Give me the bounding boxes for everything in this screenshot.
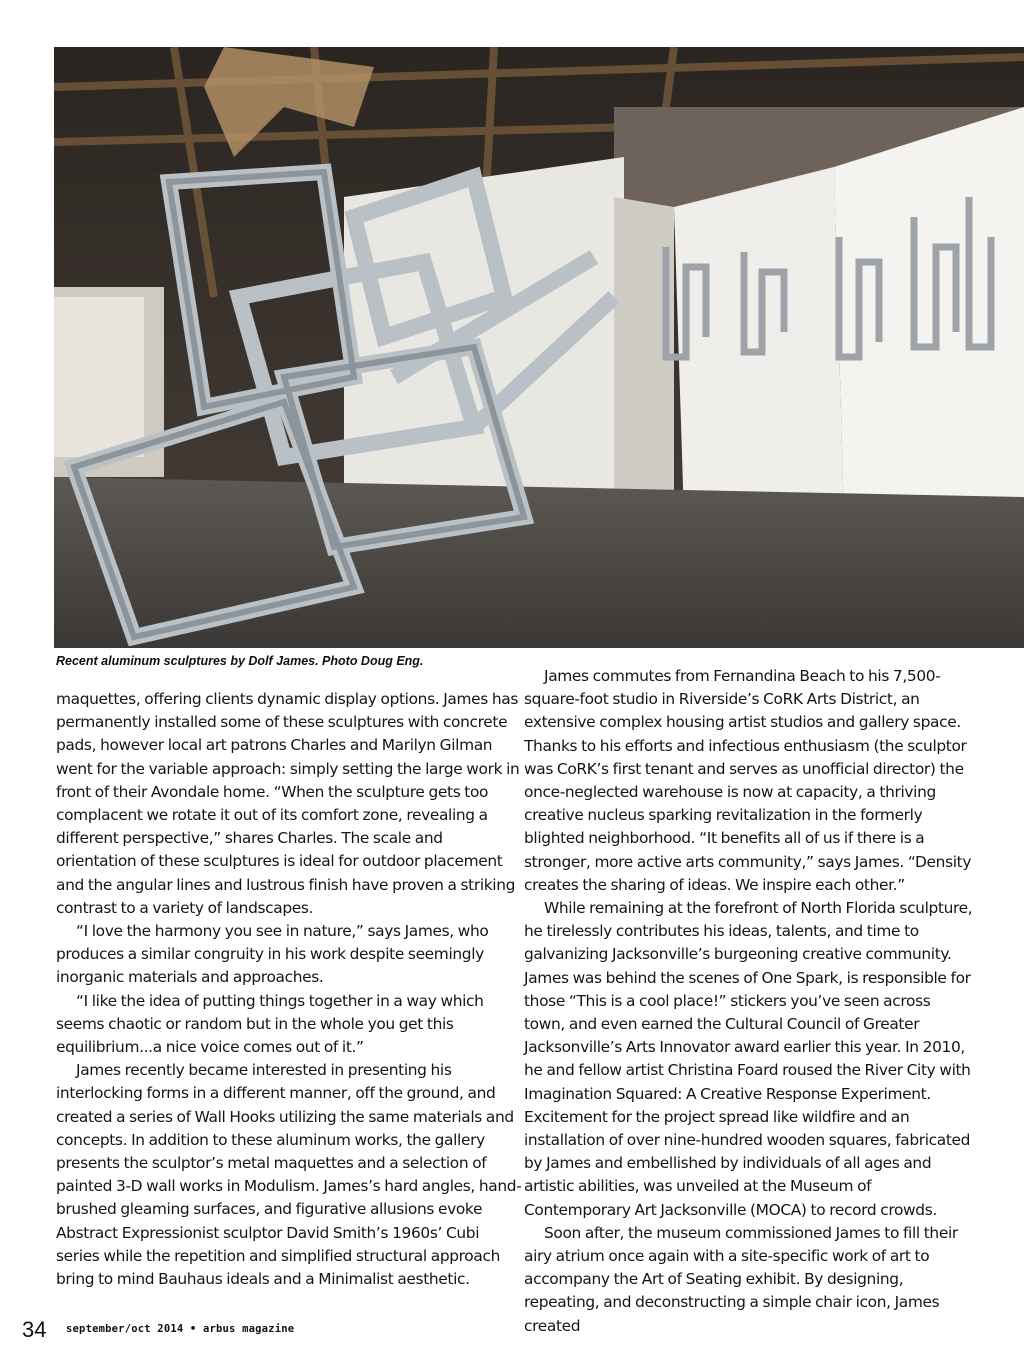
sculpture-photo-illustration [54,47,1024,648]
paragraph: While remaining at the forefront of North Florida sculpture, he tirelessly contributes his ideas, talents, and time to galvanizing Jacksonville’s burgeoning creative community. James was behind the scenes of One Spark, is responsible for those “This is a cool place!” stickers you’ve seen across town, and even earned the Cultural Council of Greater Jacksonville’s Arts Innovator award earlier this year. In 2010, he and fellow artist Christina Foard roused the River City with Imagination Squared: A Creative Response Experiment. Excitement for the project spread like wildfire and an installation of over nine-hundred wooden squares, fabricated by James and embellished by individuals of all ages and artistic abilities, was unveiled at the Museum of Contemporary Art Jacksonville (MOCA) to record crowds. [524,899,973,1219]
paragraph: maquettes, offering clients dynamic display options. James has permanently installed some of these sculptures with concrete pads, however local art patrons Charles and Marilyn Gilman went for the variable approach: simply setting the large work in front of their Avondale home. “When the sculpture gets too complacent we rotate it out of its comfort zone, revealing a different perspective,” shares Charles. The scale and orientation of these sculptures is ideal for outdoor placement and the angular lines and lustrous finish have proven a striking contrast to a variety of landscapes. [56,690,520,917]
issue-line: september/oct 2014 • arbus magazine [66,1323,295,1335]
left-column [56,688,526,1291]
photo-caption: Recent aluminum sculptures by Dolf James. Photo Doug Eng. [56,654,424,668]
page-number: 34 [22,1317,47,1342]
paragraph: “I love the harmony you see in nature,” says James, who produces a similar congruity in his work despite seemingly inorganic materials and approaches. [56,922,489,987]
paragraph: Soon after, the museum commissioned James to fill their airy atrium once again with a site-specific work of art to accompany the Art of Seating exhibit. By designing, repeating, and deconstructing a simple chair icon, James created [524,1223,958,1335]
right-column [524,665,974,1338]
paragraph: James recently became interested in presenting his interlocking forms in a different manner, off the ground, and created a series of Wall Hooks utilizing the same materials and concepts. In addition to these aluminum works, the gallery presents the sculptor’s metal maquettes and a selection of painted 3-D wall works in Modulism. James’s hard angles, hand-brushed gleaming surfaces, and figurative allusions evoke Abstract Expressionist sculptor David Smith’s 1960s’ Cubi series while the repetition and simplified structural approach bring to mind Bauhaus ideals and a Minimalist aesthetic. [56,1061,522,1289]
sculpture-photo [54,47,1024,648]
paragraph: James commutes from Fernandina Beach to his 7,500-square-foot studio in Riverside’s CoRK Arts District, an extensive complex housing artist studios and gallery space. Thanks to his efforts and infectious enthusiasm (the sculptor was CoRK’s first tenant and serves as unofficial director) the once-neglected warehouse is now at capacity, a thriving creative nucleus sparking revitalization in the formerly blighted neighborhood. “It benefits all of us if there is a stronger, more active arts community,” says James. “Density creates the sharing of ideas. We inspire each other.” [524,667,972,894]
paragraph: “I like the idea of putting things together in a way which seems chaotic or random but in the whole you get this equilibrium...a nice voice comes out of it.” [56,991,484,1057]
